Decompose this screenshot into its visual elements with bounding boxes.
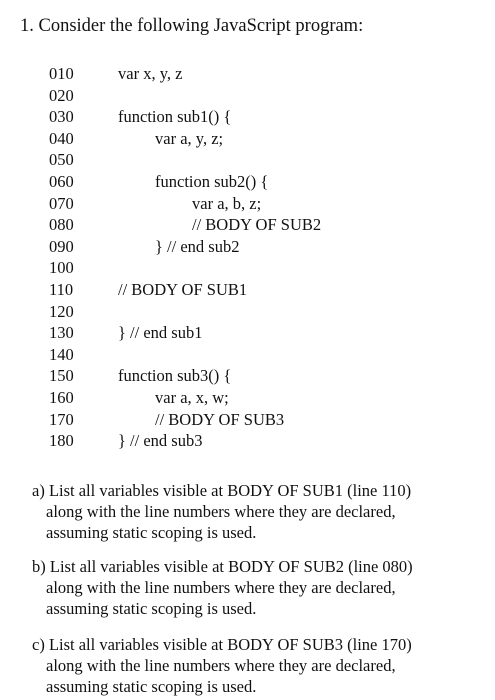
- line-number: 090: [49, 236, 74, 256]
- code-text: // BODY OF SUB3: [155, 409, 285, 429]
- line-number: 120: [49, 301, 74, 321]
- code-text: var a, y, z;: [155, 128, 224, 148]
- question-b-line: assuming static scoping is used.: [46, 599, 257, 618]
- code-text: function sub2() {: [155, 172, 269, 191]
- line-number: 140: [49, 344, 74, 364]
- question-a-line: assuming static scoping is used.: [46, 523, 257, 542]
- line-number: 170: [49, 409, 74, 429]
- question-heading: 1. Consider the following JavaScript program:: [20, 16, 364, 36]
- code-text: function sub1() {: [118, 107, 232, 126]
- line-number: 180: [49, 431, 74, 450]
- line-number: 130: [49, 323, 74, 342]
- code-text: var x, y, z: [118, 64, 183, 83]
- code-text: var a, b, z;: [192, 193, 262, 213]
- question-c-line: along with the line numbers where they are declared,: [46, 656, 396, 675]
- line-number: 160: [49, 388, 74, 407]
- line-number: 060: [49, 172, 74, 191]
- question-b-line: b) List all variables visible at BODY OF SUB2 (line 080): [32, 557, 413, 576]
- line-number: 110: [49, 280, 74, 299]
- line-number: 030: [49, 107, 74, 126]
- line-number: 100: [49, 258, 74, 277]
- question-c-line: c) List all variables visible at BODY OF SUB3 (line 170): [32, 635, 412, 654]
- code-text: var a, x, w;: [155, 388, 229, 407]
- code-text: } // end sub3: [118, 431, 203, 450]
- question-c: [32, 634, 482, 697]
- question-b-line: along with the line numbers where they are declared,: [46, 578, 396, 597]
- line-number: 080: [49, 215, 74, 234]
- line-number: 010: [49, 64, 74, 83]
- line-number: 040: [49, 128, 74, 148]
- code-text: } // end sub1: [118, 323, 203, 342]
- line-number: 150: [49, 366, 74, 385]
- code-text: function sub3() {: [118, 366, 232, 385]
- line-number: 070: [49, 193, 74, 213]
- question-c-line: assuming static scoping is used.: [46, 677, 257, 696]
- line-number: 050: [49, 150, 74, 169]
- code-text: // BODY OF SUB2: [192, 215, 322, 234]
- code-text: // BODY OF SUB1: [118, 280, 248, 299]
- question-b: [32, 556, 482, 619]
- code-text: } // end sub2: [155, 236, 240, 256]
- question-a-line: a) List all variables visible at BODY OF SUB1 (line 110): [32, 481, 412, 500]
- question-a-line: along with the line numbers where they are declared,: [46, 502, 396, 521]
- question-a: [32, 480, 482, 543]
- line-number: 020: [49, 85, 74, 105]
